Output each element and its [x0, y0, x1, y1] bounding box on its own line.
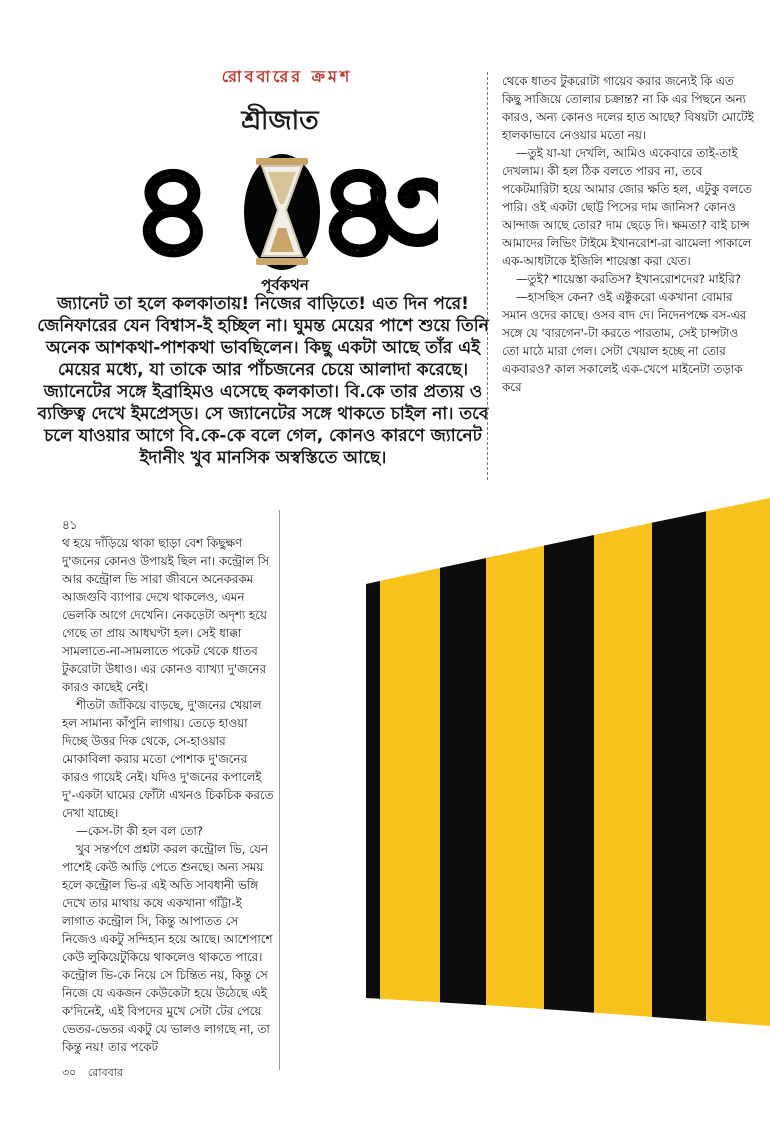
magazine-name: রোববার — [87, 1066, 124, 1079]
preface-heading: পূর্বকথন — [261, 276, 309, 294]
preface-text: জ্যানেট তা হলে কলকাতায়! নিজের বাড়িতে! এত দিন পরে! জেনিফারের যেন বিশ্বাস-ই হচ্ছিল না। ঘুমন্ত মেয়ের পাশে শুয়ে তিনি অনেক আশকথা-পাশকথা ভাবছিলেন। কিছু একটা আছে তাঁর এই মেয়ের মধ্যে, যা তাকে আর পাঁচজনের চেয়ে আলাদা করেছে। জ্যানেটের সঙ্গে ইব্রাহিমও এসেছে কলকাতা। বি.কে তার প্রত্যয় ও ব্যক্তিত্ব দেখে ইমপ্রেস্‌ড। সে জ্যানেটের সঙ্গে থাকতে চাইল না। তবে চলে যাওয়ার আগে বি.কে-কে বলে গেল, কোনও কারণে জ্যানেট ইদানীং খুব মানসিক অস্বস্তিতে আছে। — [37, 294, 489, 468]
paragraph: —তুই যা-যা দেখলি, আমিও একেবারে তাই-তাই দেখলাম। কী হল ঠিক বলতে পারব না, তবে পকেটমারিটা হয়ে আমার জোর ক্ষতি হল, এটুকু বলতে পারি। ওই একটা ছোট্ট পিসের দাম জানিস? কোনও আন্দাজ আছে তোর? দাম ছেড়ে দি। ক্ষমতা? বাই চান্স আমাদের লিভিং টাইমে ইখানরোশ-রা ঝামেলা পাকালে এক-আধটাকে ইজিলি শায়েস্তা করা যেত। — [502, 146, 752, 268]
right-column — [502, 72, 756, 396]
author-name: শ্রীজাত — [241, 106, 319, 136]
series-label: রোববারের ক্রমশ — [221, 67, 353, 86]
paragraph: —তুই? শায়েস্তা করতিস? ইখানরোশদের? মাইরি? — [516, 272, 741, 286]
page-number: ৩০ — [62, 1066, 77, 1079]
logo-digit-3: ৪ — [316, 148, 402, 274]
paragraph: থেকে ধাতব টুকরোটা গায়েব করার জন্যেই কি এত কিছু সাজিয়ে তোলার চক্রান্ত? না কি এর পিছনে অন্য কারও, অন্য কোনও দলের হাত আছে? বিষয়টা মোটেই হালকাভাবে নেওয়ার মতো নয়। — [502, 74, 754, 142]
striped-banner-graphic — [366, 498, 770, 1026]
title-logo — [128, 148, 438, 274]
striped-illustration — [366, 498, 770, 1026]
logo-digit-4: ৩ — [368, 148, 438, 274]
paragraph: শীতটা জাঁকিয়ে বাড়ছে, দু'জনের খেয়াল হল সামান্য কাঁপুনি লাগায়। তেড়ে হাওয়া দিচ্ছে উত্তর দিক থেকে, সে-হাওয়ার মোকাবিলা করার মতো পোশাক দু'জনের কারও গায়েই নেই। যদিও দু'জনের কপালেই দু'-একটা ঘামের ফোঁটা এখনও চিকচিক করতে দেখা যাচ্ছে। — [62, 698, 274, 820]
paragraph: —হাসছিস কেন? ওই এক্টুকরো একখানা বোমার সমান ওদের কাছে। ওসব বাদ দে। নিদেনপক্ষে বস-এর সঙ্গে যে 'বারগেন'-টা করতে পারতাম, সেই চান্সটাও তো মাঠে মারা গেল। সেটা খেয়াল হচ্ছে না তোর একবারও? কাল সকালেই এক-খেপে মাইনেটা তড়াক করে — [502, 290, 747, 394]
episode-number: ৪১ — [62, 518, 78, 532]
column-divider-dashed — [487, 72, 488, 480]
left-column — [62, 516, 276, 1056]
title-logo-graphic — [128, 148, 438, 274]
hourglass-icon — [244, 154, 320, 270]
paragraph: —কেস-টা কী হল বল তো? — [76, 824, 204, 838]
paragraph: থ হয়ে দাঁড়িয়ে থাকা ছাড়া বেশ কিছুক্ষণ দু'জনের কোনও উপায়ই ছিল না। কন্ট্রোল সি আর কন্ট্রোল ভি সারা জীবনে অনেকরকম আজগুবি ব্যাপার দেখে থাকলেও, এমন ভেলকি আগে দেখেনি। নেকড়েটা অদৃশ্য হয়ে গেছে তা প্রায় আধঘণ্টা হল। সেই ধাক্কা সামলাতে-না-সামলাতে পকেট থেকে ধাতব টুকরোটা উধাও। এর কোনও ব্যাখ্যা দু'জনের কারও কাছেই নেই। — [62, 536, 269, 694]
column-divider — [279, 510, 280, 1070]
logo-digit-1: ৪ — [130, 148, 216, 274]
paragraph: খুব সন্তর্পণে প্রশ্নটা করল কন্ট্রোল ভি, যেন পাশেই কেউ আড়ি পেতে শুনছে। অন্য সময় হলে কন্ট্রোল ভি-র এই অতি সাবধানী ভঙ্গি দেখে তার মাথায় কষে একখানা গাঁট্টা-ই লাগাত কন্ট্রোল সি, কিন্তু আপাতত সে নিজেও একটু সন্দিহান হয়ে আছে। আশেপাশে কেউ লুকিয়েটুকিয়ে থাকলেও থাকতে পারে। কন্ট্রোল ভি-কে নিয়ে সে চিন্তিত নয়, কিন্তু সে নিজে যে একজন কেউকেটা হয়ে উঠেছে এই ক'দিনেই, এই বিপদের মুখে সেটা টের পেয়ে ভেতর-ভেতর একটু যে ভালও লাগছে না, তা কিন্তু নয়! তার পকেট — [62, 842, 273, 1054]
page-folio — [62, 1064, 262, 1083]
